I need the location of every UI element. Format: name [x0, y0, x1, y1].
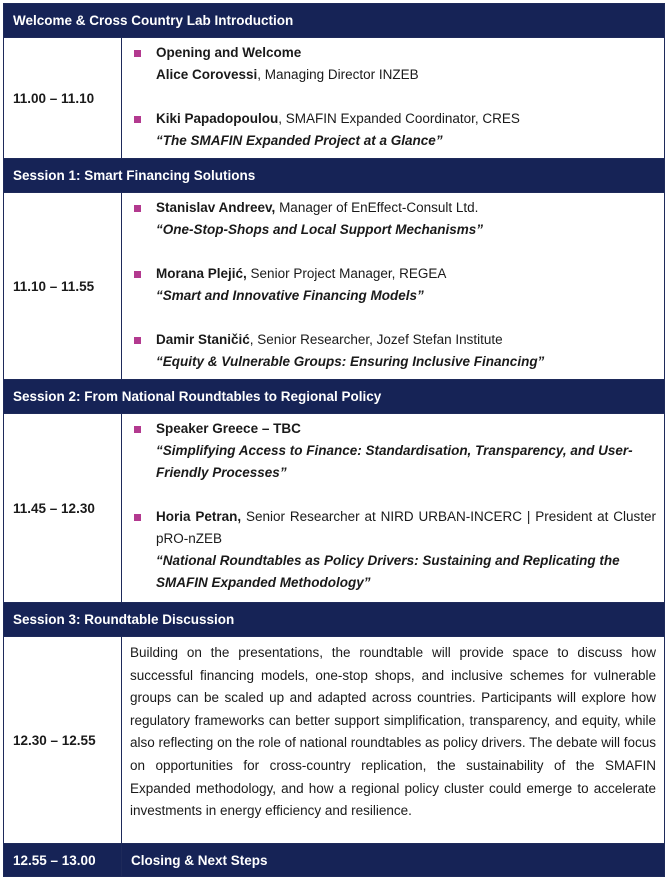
time-slot: 12.30 – 12.55: [4, 637, 122, 844]
agenda-row-session-2: [4, 414, 665, 603]
section-title: Session 3: Roundtable Discussion: [4, 603, 665, 637]
speaker-role: , Managing Director INZEB: [257, 67, 419, 82]
agenda-row-intro: [4, 38, 665, 159]
bullet-icon: [134, 426, 141, 433]
bullet-icon: [134, 116, 141, 123]
item-title: Opening and Welcome: [156, 45, 302, 60]
speaker-name: Kiki Papadopoulou: [156, 111, 279, 126]
speaker-name: Horia Petran,: [156, 509, 242, 524]
speaker-role: , Senior Researcher, Jozef Stefan Institute: [249, 332, 503, 347]
section-title: Session 2: From National Roundtables to Regional Policy: [4, 380, 665, 414]
section-title: Welcome & Cross Country Lab Introduction: [4, 4, 665, 38]
speaker-name: Morana Plejić,: [156, 266, 247, 281]
session-content: [122, 193, 665, 380]
section-header-session-1: [4, 159, 665, 193]
speaker-name: Alice Corovessi: [156, 67, 258, 82]
agenda-item: [130, 418, 656, 484]
time-slot: 11.00 – 11.10: [4, 38, 122, 159]
agenda-row-session-3: [4, 637, 665, 844]
agenda-item: [130, 108, 656, 152]
speaker-role: Senior Researcher at NIRD URBAN-INCERC | President at Cluster pRO-nZEB: [156, 509, 656, 546]
agenda-row-closing: [4, 844, 665, 877]
agenda-item: [130, 197, 656, 241]
speaker-name: Stanislav Andreev,: [156, 200, 276, 215]
talk-title: “Smart and Innovative Financing Models”: [156, 288, 424, 303]
talk-title: “Equity & Vulnerable Groups: Ensuring Inclusive Financing”: [156, 354, 545, 369]
agenda-item: [130, 42, 656, 86]
speaker-name: Speaker Greece – TBC: [156, 421, 301, 436]
talk-title: “National Roundtables as Policy Drivers: Sustaining and Replicating the SMAFIN Expanded Methodology”: [156, 553, 620, 590]
session-content: [122, 414, 665, 603]
agenda-item: [130, 329, 656, 373]
closing-label: Closing & Next Steps: [122, 844, 665, 877]
bullet-icon: [134, 514, 141, 521]
session-content: [122, 38, 665, 159]
talk-title: “One-Stop-Shops and Local Support Mechanisms”: [156, 222, 484, 237]
time-slot: 11.45 – 12.30: [4, 414, 122, 603]
agenda-item: [130, 506, 656, 594]
speaker-name: Damir Staničić: [156, 332, 250, 347]
speaker-role: , SMAFIN Expanded Coordinator, CRES: [278, 111, 520, 126]
roundtable-description: Building on the presentations, the roundtable will provide space to discuss how successful financing models, one-stop shops, and inclusive schemes for vulnerable groups can be scaled up and adapted across countries. Participants will explore how regulatory frameworks can better support simplification, transparency, and equity, while also reflecting on the role of national roundtables as policy drivers. The debate will focus on opportunities for cross-country replication, the sustainability of the SMAFIN Expanded methodology, and how a regional policy cluster could emerge to accelerate investments in energy efficiency and resilience.: [130, 645, 656, 819]
agenda-row-session-1: [4, 193, 665, 380]
section-title: Session 1: Smart Financing Solutions: [4, 159, 665, 193]
speaker-role: Senior Project Manager, REGEA: [246, 266, 447, 281]
bullet-icon: [134, 271, 141, 278]
agenda-item: [130, 263, 656, 307]
section-header-session-2: [4, 380, 665, 414]
section-header-intro: [4, 4, 665, 38]
bullet-icon: [134, 205, 141, 212]
session-content: [122, 637, 665, 844]
section-header-session-3: [4, 603, 665, 637]
bullet-icon: [134, 50, 141, 57]
talk-title: “The SMAFIN Expanded Project at a Glance”: [156, 133, 443, 148]
bullet-icon: [134, 337, 141, 344]
talk-title: “Simplifying Access to Finance: Standardisation, Transparency, and User-Friendly Processes”: [156, 443, 633, 480]
time-slot: 11.10 – 11.55: [4, 193, 122, 380]
time-slot: 12.55 – 13.00: [4, 844, 122, 877]
speaker-role: Manager of EnEffect-Consult Ltd.: [275, 200, 479, 215]
agenda-table: [3, 3, 665, 877]
